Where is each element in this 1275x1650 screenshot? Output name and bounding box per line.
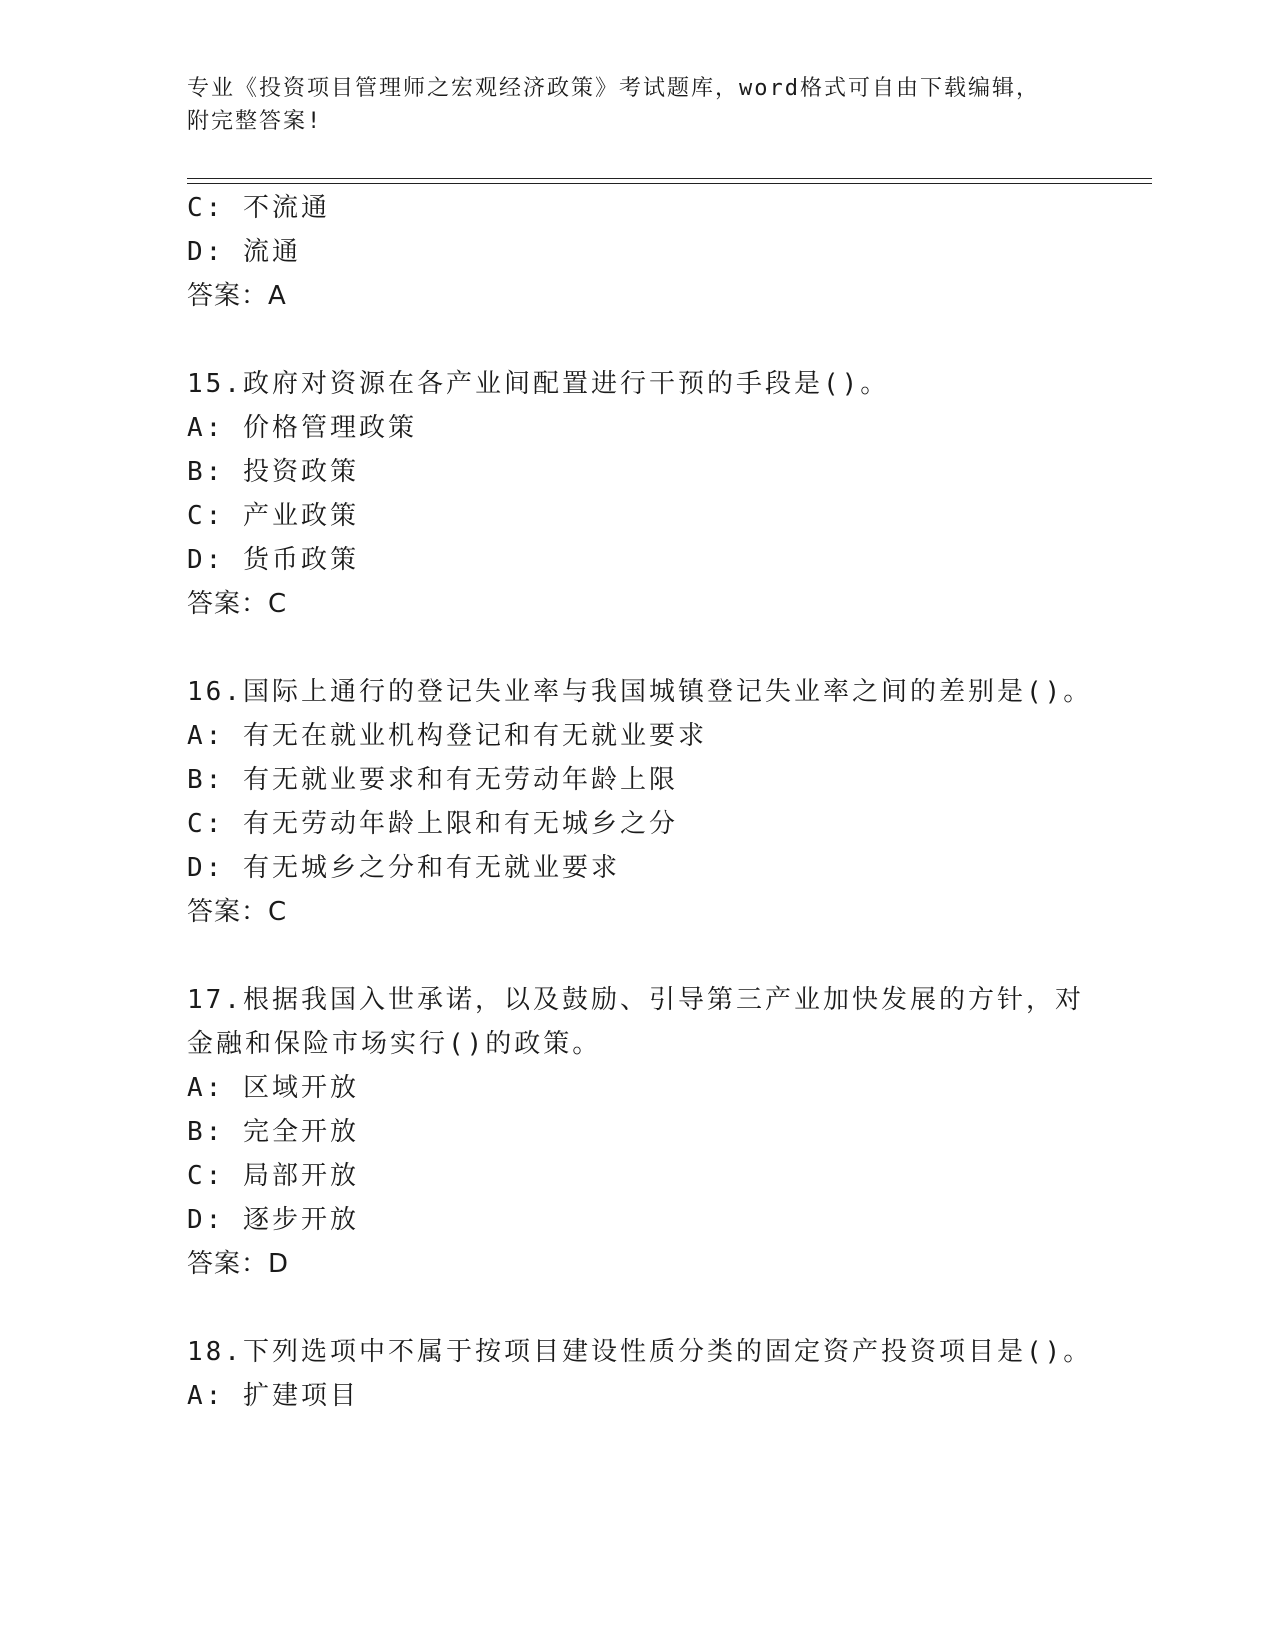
question-17-stem-line-1: 17.根据我国入世承诺，以及鼓励、引导第三产业加快发展的方针，对 <box>187 985 1084 1015</box>
question-18-option-a: A: 扩建项目 <box>187 1381 359 1411</box>
question-17-stem-line-2: 金融和保险市场实行()的政策。 <box>187 1029 602 1059</box>
document-header <box>187 72 1087 138</box>
question-16-option-c: C: 有无劳动年龄上限和有无城乡之分 <box>187 809 678 839</box>
question-15-option-a: A: 价格管理政策 <box>187 413 417 443</box>
question-15-option-d: D: 货币政策 <box>187 545 359 575</box>
question-15-stem: 15.政府对资源在各产业间配置进行干预的手段是()。 <box>187 369 890 399</box>
header-divider-top <box>187 178 1152 179</box>
question-17-option-a: A: 区域开放 <box>187 1073 359 1103</box>
question-18-stem: 18.下列选项中不属于按项目建设性质分类的固定资产投资项目是()。 <box>187 1337 1093 1367</box>
question-17-option-d: D: 逐步开放 <box>187 1205 359 1235</box>
question-17-option-c: C: 局部开放 <box>187 1161 359 1191</box>
question-16-option-d: D: 有无城乡之分和有无就业要求 <box>187 853 620 883</box>
header-divider-bottom <box>187 183 1152 184</box>
question-17-answer: 答案：D <box>187 1249 290 1279</box>
question-16-option-a: A: 有无在就业机构登记和有无就业要求 <box>187 721 707 751</box>
question-16-stem: 16.国际上通行的登记失业率与我国城镇登记失业率之间的差别是()。 <box>187 677 1093 707</box>
header-line-2: 附完整答案! <box>187 109 323 134</box>
question-15-option-c: C: 产业政策 <box>187 501 359 531</box>
question-16-answer: 答案：C <box>187 897 288 927</box>
question-16-option-b: B: 有无就业要求和有无劳动年龄上限 <box>187 765 678 795</box>
header-line-1: 专业《投资项目管理师之宏观经济政策》考试题库，word格式可自由下载编辑， <box>187 76 1040 101</box>
question-15-answer: 答案：C <box>187 589 288 619</box>
option-d: D: 流通 <box>187 237 301 267</box>
answer: 答案：A <box>187 281 287 311</box>
question-17-option-b: B: 完全开放 <box>187 1117 359 1147</box>
option-c: C: 不流通 <box>187 193 330 223</box>
question-15-option-b: B: 投资政策 <box>187 457 359 487</box>
